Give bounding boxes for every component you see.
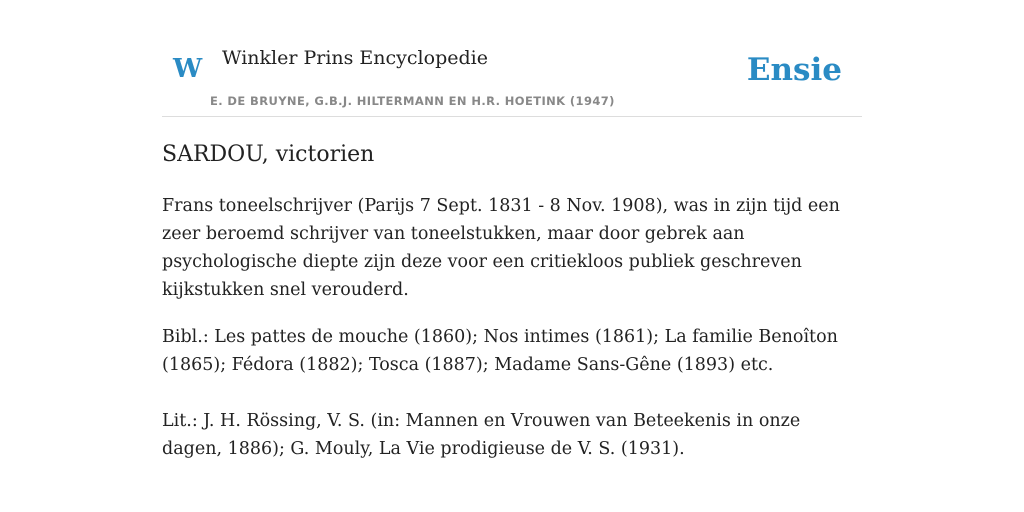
site-header xyxy=(162,0,862,117)
article-definition: Frans toneelschrijver (Parijs 7 Sept. 1831 - 8 Nov. 1908), was in zijn tijd een zeer beroemd schrijver van toneelstukken, maar door gebrek aan psychologische diepte zijn deze voor een critiekloos publiek geschreven kijkstukken snel verouderd. xyxy=(162,196,840,300)
ensie-logo-link[interactable]: Ensie xyxy=(746,52,842,88)
article-headword: SARDOU, victorien xyxy=(162,142,375,167)
article-literature: Lit.: J. H. Rössing, V. S. (in: Mannen en Vrouwen van Beteekenis in onze dagen, 1886); G. Mouly, La Vie prodigieuse de V. S. (1931). xyxy=(162,411,801,459)
winkler-prins-logo-icon[interactable]: W xyxy=(173,54,203,84)
article-bibliography: Bibl.: Les pattes de mouche (1860); Nos intimes (1861); La familie Benoîton (1865); Fédora (1882); Tosca (1887); Madame Sans-Gêne (1893) etc. xyxy=(162,327,838,375)
article-body xyxy=(162,140,862,463)
encyclopedia-authors: E. DE BRUYNE, G.B.J. HILTERMANN EN H.R. HOETINK (1947) xyxy=(210,94,615,108)
encyclopedia-title-link[interactable]: Winkler Prins Encyclopedie xyxy=(222,47,488,69)
